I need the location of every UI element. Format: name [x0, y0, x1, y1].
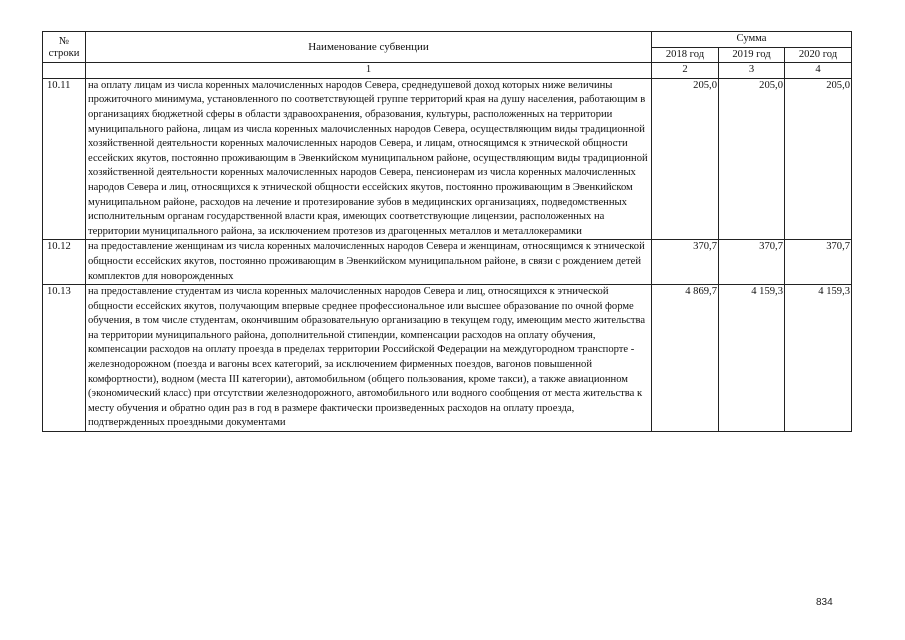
subsidy-table: [42, 31, 852, 432]
year-header-2019: 2019 год: [719, 47, 785, 63]
amount-2018: 205,0: [652, 78, 719, 240]
row-number: 10.11: [43, 78, 86, 240]
table-row: [43, 78, 852, 240]
amount-2020: 370,7: [785, 240, 852, 285]
row-number-header-symbol: №: [58, 35, 70, 47]
row-number-header-word: строки: [48, 47, 80, 59]
amount-2019: 4 159,3: [719, 285, 785, 432]
subsidy-name-header: Наименование субвенции: [86, 32, 652, 63]
column-index-empty: [43, 63, 86, 79]
column-index-4: 4: [785, 63, 852, 79]
amount-2019: 205,0: [719, 78, 785, 240]
column-index-3: 3: [719, 63, 785, 79]
amount-2018: 370,7: [652, 240, 719, 285]
table-row: [43, 285, 852, 432]
row-number: 10.12: [43, 240, 86, 285]
amount-2020: 4 159,3: [785, 285, 852, 432]
column-index-2: 2: [652, 63, 719, 79]
amount-2018: 4 869,7: [652, 285, 719, 432]
sum-header: Сумма: [652, 32, 852, 48]
subsidy-description: на предоставление женщинам из числа коренных малочисленных народов Севера и женщинам, относящимся к этнической общности ессейских якутов, постоянно проживающим в Эвенкийском муниципальном районе, в связи с рождением детей комплектов для новорожденных: [86, 240, 652, 285]
amount-2019: 370,7: [719, 240, 785, 285]
row-number-header: [43, 32, 86, 63]
subsidy-description: на предоставление студентам из числа коренных малочисленных народов Севера и лиц, относящихся к этнической общности ессейских якутов, получающим впервые среднее профессиональное или высшее образование по очной форме обучения, в том числе студентам, окончившим образовательную организацию в текущем году, имеющим место жительства на территории муниципального района, дополнительной стипендии, компенсации расходов на оплату обучения, компенсации расходов на оплату проезда в пределах территории Российской Федерации на междугородном транспорте - железнодорожном (поезда и вагоны всех категорий, за исключением фирменных поездов, вагонов повышенной комфортности), водном (места III категории), автомобильном (общего пользования, кроме такси), а также авиационном (экономический класс) при отсутствии железнодорожного, автомобильного или водного сообщения от места жительства к месту обучения и обратно один раз в год в размере фактически произведенных расходов на оплату проезда, подтвержденных проездными документами: [86, 285, 652, 432]
year-header-2020: 2020 год: [785, 47, 852, 63]
year-header-2018: 2018 год: [652, 47, 719, 63]
table-row: [43, 240, 852, 285]
row-number: 10.13: [43, 285, 86, 432]
header-row-top: [43, 32, 852, 48]
column-index-1: 1: [86, 63, 652, 79]
column-index-row: [43, 63, 852, 79]
amount-2020: 205,0: [785, 78, 852, 240]
page-number: 834: [816, 597, 833, 608]
subsidy-description: на оплату лицам из числа коренных малочисленных народов Севера, среднедушевой доход которых ниже величины прожиточного минимума, установленного по соответствующей группе территорий края на душу населения, работающим в организациях бюджетной сферы в области здравоохранения, образования, культуры, расположенных на территории муниципального района, лицам из числа коренных малочисленных народов Севера, осуществляющим виды традиционной хозяйственной деятельности коренных малочисленных народов Севера, и лицам, относящимся к этнической общности ессейских якутов, постоянно проживающим в Эвенкийском муниципальном районе, осуществляющим виды традиционной хозяйственной деятельности коренных малочисленных народов Севера, пенсионерам из числа коренных малочисленных народов Севера и лиц, относящихся к этнической общности ессейских якутов, постоянно проживающим в Эвенкийском муниципальном районе, расходов на лечение и протезирование зубов в медицинских организациях, подведомственных исполнительным органам государственной власти края, имеющих соответствующие лицензии, расположенных на территории муниципального района, за исключением протезов из драгоценных металлов и металлокерамики: [86, 78, 652, 240]
